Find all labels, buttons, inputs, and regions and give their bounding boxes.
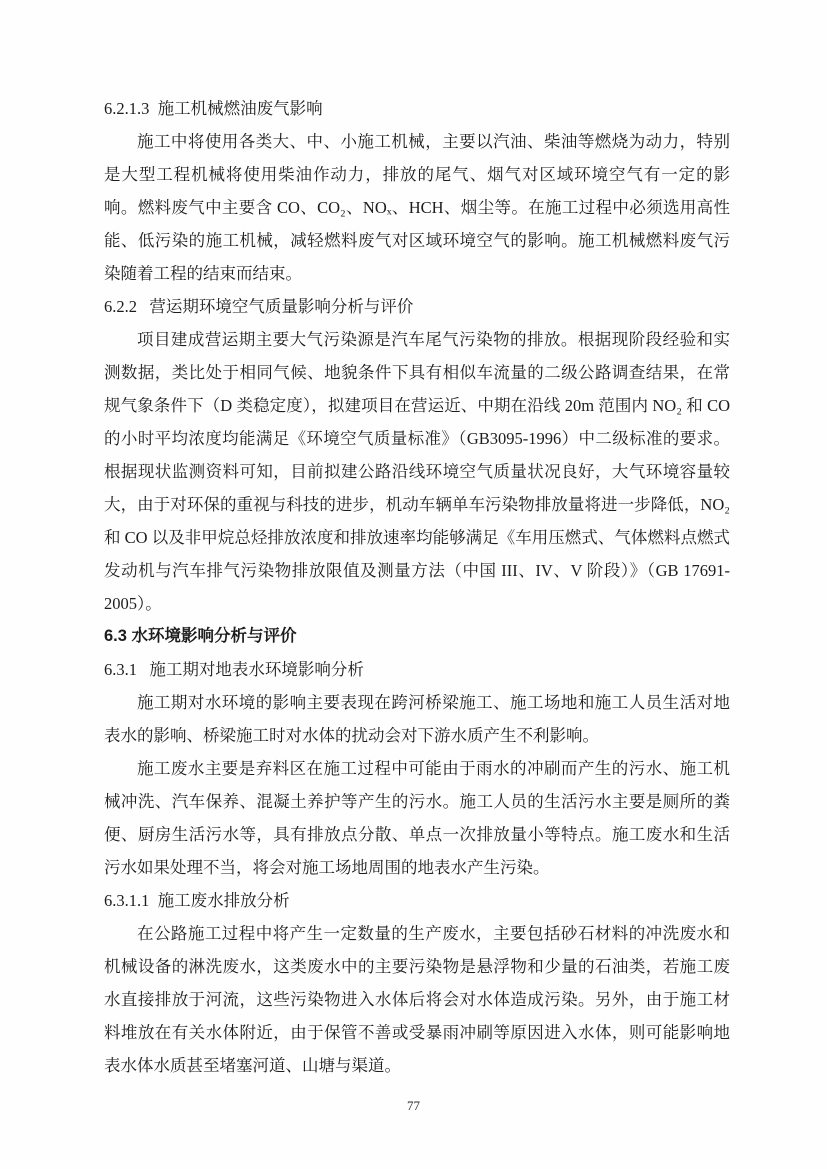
section-heading-6-2-2-operation-period-air-quality: 6.2.2 营运期环境空气质量影响分析与评价 [104, 297, 414, 316]
paragraph-construction-wastewater-sources: 施工废水主要是弃料区在施工过程中可能由于雨水的冲刷而产生的污水、施工机械冲洗、汽车保养、混凝土养护等产生的污水。施工人员的生活污水主要是厕所的粪便、厨房生活污水等，具有排放点分散、单点一次排放量小等特点。施工废水和生活污水如果处理不当，将会对施工场地周围的地表水产生污染。 [104, 759, 730, 877]
paragraph-construction-water-environment-impact: 施工期对水环境的影响主要表现在跨河桥梁施工、施工场地和施工人员生活对地表水的影响、桥梁施工时对水体的扰动会对下游水质产生不利影响。 [104, 693, 730, 745]
paragraph-wastewater-discharge-analysis: 在公路施工过程中将产生一定数量的生产废水，主要包括砂石材料的冲洗废水和机械设备的淋洗废水，这类废水中的主要污染物是悬浮物和少量的石油类，若施工废水直接排放于河流，这些污染物进入水体后将会对水体造成污染。另外，由于施工材料堆放在有关水体附近，由于保管不善或受暴雨冲刷等原因进入水体，则可能影响地表水体水质甚至堵塞河道、山塘与渠道。 [104, 924, 730, 1075]
section-heading-6-2-1-3-construction-machinery-exhaust: 6.2.1.3 施工机械燃油废气影响 [104, 99, 323, 118]
paragraph-operation-period-air-quality-analysis: 项目建成营运期主要大气污染源是汽车尾气污染物的排放。根据现阶段经验和实测数据，类比处于相同气候、地貌条件下具有相似车流量的二级公路调查结果，在常规气象条件下（D 类稳定度），拟建项目在营运近、中期在沿线 20m 范围内 NO₂ 和 CO 的小时平均浓度均能满足《环境空气质量标准》（GB3095-1996）中二级标准的要求。根据现状监测资料可知，目前拟建公路沿线环境空气质量状况良好，大气环境容量较大，由于对环保的重视与科技的进步，机动车辆单车污染物排放量将进一步降低，NO₂ 和 CO 以及非甲烷总烃排放浓度和排放速率均能够满足《车用压燃式、气体燃料点燃式发动机与汽车排气污染物排放限值及测量方法（中国 III、IV、V 阶段）》（GB 17691-2005）。 [104, 330, 730, 613]
paragraph-construction-machinery-fuel-exhaust: 施工中将使用各类大、中、小施工机械，主要以汽油、柴油等燃烧为动力，特别是大型工程机械将使用柴油作动力，排放的尾气、烟气对区域环境空气有一定的影响。燃料废气中主要含 CO、CO₂、NOₓ、HCH、烟尘等。在施工过程中必须选用高性能、低污染的施工机械，减轻燃料废气对区域环境空气的影响。施工机械燃料废气污染随着工程的结束而结束。 [104, 132, 730, 283]
section-heading-6-3-1-1-wastewater-discharge-analysis: 6.3.1.1 施工废水排放分析 [104, 891, 290, 910]
document-body [104, 92, 730, 1082]
section-heading-6-3-water-environment-impact: 6.3 水环境影响分析与评价 [104, 627, 297, 645]
page-number: 77 [407, 1098, 420, 1113]
section-heading-6-3-1-construction-surface-water-impact: 6.3.1 施工期对地表水环境影响分析 [104, 660, 364, 679]
